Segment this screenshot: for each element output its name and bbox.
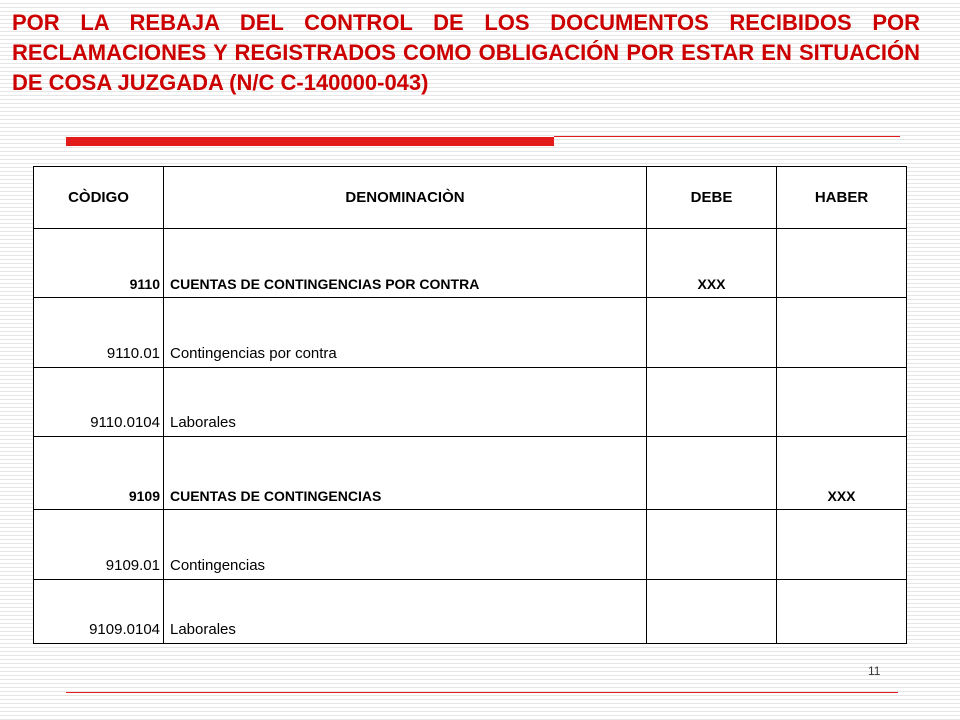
row-debit: XXX <box>647 229 777 298</box>
header-code: CÒDIGO <box>34 167 164 229</box>
row-name: CUENTAS DE CONTINGENCIAS <box>164 437 647 510</box>
decorative-thin-rule <box>554 136 900 137</box>
row-credit: XXX <box>777 437 907 510</box>
row-name: CUENTAS DE CONTINGENCIAS POR CONTRA <box>164 229 647 298</box>
header-credit: HABER <box>777 167 907 229</box>
row-debit <box>647 510 777 580</box>
accounting-entry-table-container <box>33 166 906 644</box>
page-number: 11 <box>868 664 881 678</box>
row-credit <box>777 229 907 298</box>
row-debit <box>647 580 777 644</box>
row-name: Laborales <box>164 580 647 644</box>
row-debit <box>647 437 777 510</box>
table-row <box>34 437 907 510</box>
row-code: 9110.01 <box>34 298 164 368</box>
row-code: 9109.0104 <box>34 580 164 644</box>
table-row <box>34 510 907 580</box>
row-name: Contingencias <box>164 510 647 580</box>
header-name: DENOMINACIÒN <box>164 167 647 229</box>
row-credit <box>777 368 907 437</box>
table-row <box>34 580 907 644</box>
row-code: 9110 <box>34 229 164 298</box>
row-credit <box>777 510 907 580</box>
row-debit <box>647 368 777 437</box>
table-row <box>34 229 907 298</box>
row-code: 9109 <box>34 437 164 510</box>
row-name: Laborales <box>164 368 647 437</box>
row-credit <box>777 580 907 644</box>
row-code: 9109.01 <box>34 510 164 580</box>
header-debit: DEBE <box>647 167 777 229</box>
table-row <box>34 368 907 437</box>
row-credit <box>777 298 907 368</box>
row-code: 9110.0104 <box>34 368 164 437</box>
decorative-thick-rule <box>66 137 554 146</box>
slide-title: POR LA REBAJA DEL CONTROL DE LOS DOCUMENTOS RECIBIDOS POR RECLAMACIONES Y REGISTRADOS COMO OBLIGACIÓN POR ESTAR EN SITUACIÓN DE COSA JUZGADA (N/C C-140000-043) <box>12 10 920 95</box>
accounting-entry-table <box>33 166 907 644</box>
footer-rule <box>66 692 898 693</box>
row-name: Contingencias por contra <box>164 298 647 368</box>
row-debit <box>647 298 777 368</box>
table-header-row <box>34 167 907 229</box>
table-row <box>34 298 907 368</box>
